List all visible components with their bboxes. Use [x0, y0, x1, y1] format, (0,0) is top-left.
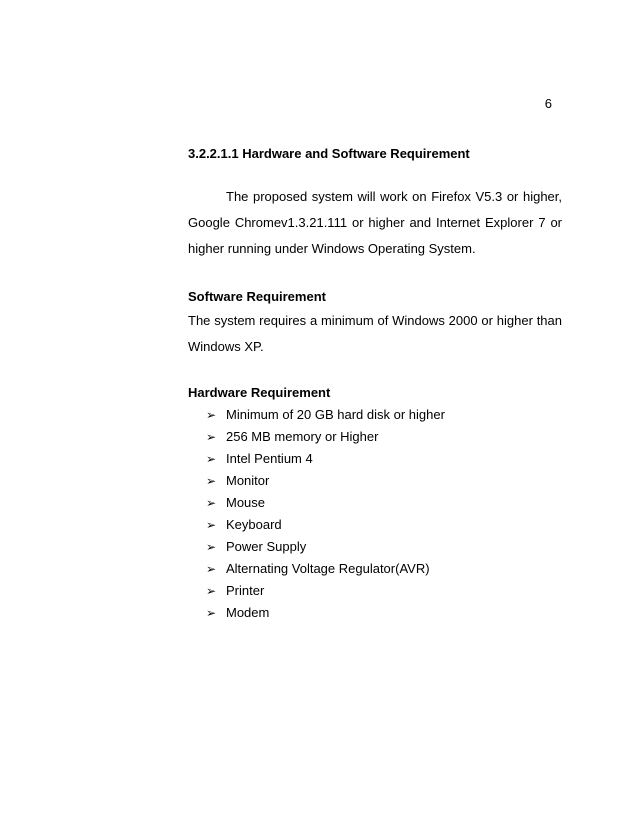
list-item-text: Modem — [226, 605, 270, 620]
arrowhead-bullet-icon: ➢ — [206, 562, 217, 576]
arrowhead-bullet-icon: ➢ — [206, 430, 217, 444]
list-item-text: Printer — [226, 583, 265, 598]
list-item — [206, 514, 562, 536]
list-item — [206, 492, 562, 514]
intro-paragraph: The proposed system will work on Firefox V5.3 or higher, Google Chromev1.3.21.111 or higher and Internet Explorer 7 or higher running under Windows Operating System. — [188, 189, 562, 256]
hardware-requirement-section — [188, 382, 562, 624]
arrowhead-bullet-icon: ➢ — [206, 496, 217, 510]
arrowhead-bullet-icon: ➢ — [206, 584, 217, 598]
list-item-text: Mouse — [226, 495, 266, 510]
list-item-text: Monitor — [226, 473, 270, 488]
arrowhead-bullet-icon: ➢ — [206, 408, 217, 422]
section-heading: 3.2.2.1.1 Hardware and Software Requirement — [188, 146, 470, 161]
software-requirement-heading: Software Requirement — [188, 289, 326, 304]
list-item — [206, 602, 562, 624]
list-item — [206, 448, 562, 470]
list-item — [206, 558, 562, 580]
software-requirement-text: The system requires a minimum of Windows 2000 or higher than Windows XP. — [188, 313, 562, 354]
page-number: 6 — [544, 96, 552, 111]
list-item — [206, 426, 562, 448]
list-item — [206, 404, 562, 426]
page-content — [188, 144, 562, 624]
arrowhead-bullet-icon: ➢ — [206, 606, 217, 620]
arrowhead-bullet-icon: ➢ — [206, 474, 217, 488]
list-item — [206, 536, 562, 558]
software-requirement-section — [188, 286, 562, 360]
arrowhead-bullet-icon: ➢ — [206, 518, 217, 532]
list-item-text: 256 MB memory or Higher — [226, 429, 379, 444]
hardware-requirement-list — [188, 404, 562, 624]
arrowhead-bullet-icon: ➢ — [206, 540, 217, 554]
hardware-requirement-heading: Hardware Requirement — [188, 385, 331, 400]
list-item-text: Intel Pentium 4 — [226, 451, 313, 466]
list-item — [206, 580, 562, 602]
list-item-text: Minimum of 20 GB hard disk or higher — [226, 407, 445, 422]
list-item-text: Keyboard — [226, 517, 282, 532]
list-item-text: Power Supply — [226, 539, 307, 554]
list-item — [206, 470, 562, 492]
arrowhead-bullet-icon: ➢ — [206, 452, 217, 466]
list-item-text: Alternating Voltage Regulator(AVR) — [226, 561, 430, 576]
